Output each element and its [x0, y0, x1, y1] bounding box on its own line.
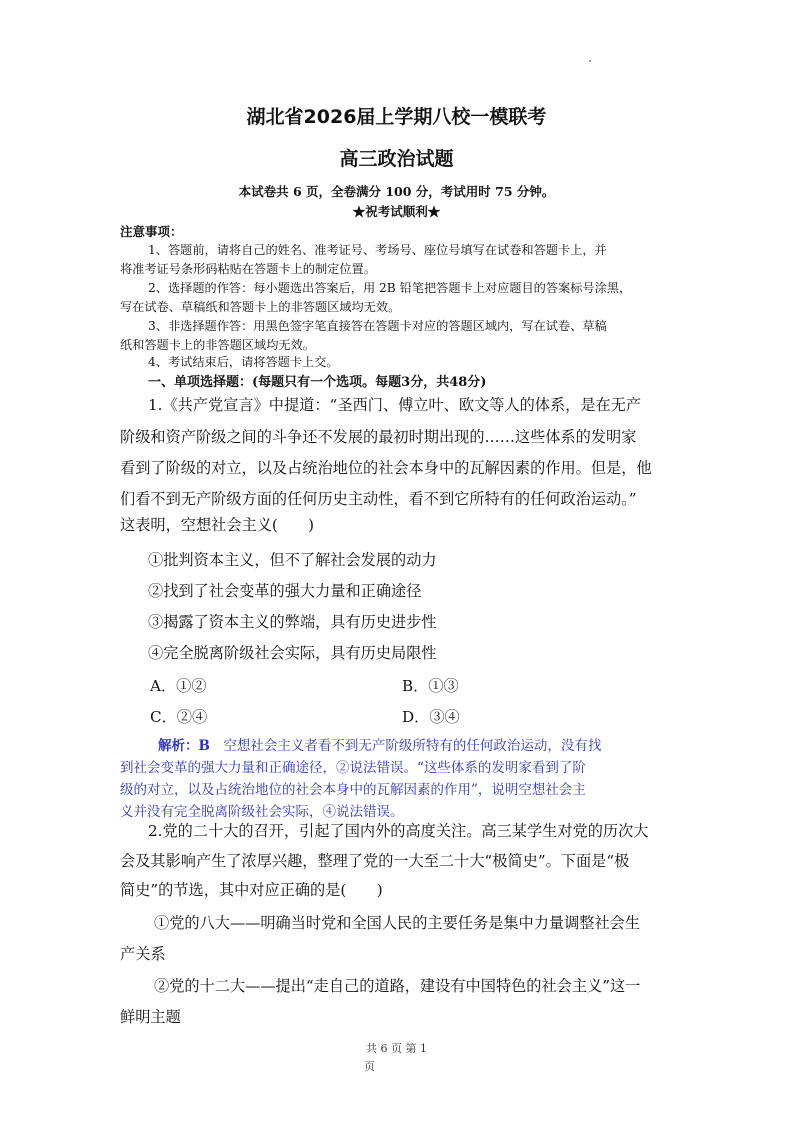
- note-line: 2、选择题的作答：每小题选出答案后，用 2B 铅笔把答题卡上对应题目的答案标号涂黑，: [148, 281, 632, 295]
- subject-title: 高三政治试题: [339, 148, 454, 170]
- answer-explanation-line: 级的对立，以及占统治地位的社会本身中的瓦解因素的作用”，说明空想社会主: [120, 782, 586, 798]
- option-c: C．②④: [150, 708, 208, 726]
- statement-item: 产关系: [120, 945, 166, 963]
- question-stem-line: 这表明，空想社会主义( ): [120, 516, 315, 534]
- question-stem-line: 们看不到无产阶级方面的任何历史主动性，看不到它所特有的任何政治运动。”: [120, 490, 637, 508]
- answer-explanation-line: 义并没有完全脱离阶级社会实际，④说法错误。: [120, 804, 404, 820]
- option-b: B．①③: [402, 677, 459, 695]
- question-stem-line: 1.《共产党宣言》中提道：“圣西门、傅立叶、欧文等人的体系，是在无产: [148, 396, 642, 414]
- exam-intro: 本试卷共 6 页，全卷满分 100 分，考试用时 75 分钟。: [238, 184, 555, 199]
- note-line: 写在试卷、草稿纸和答题卡上的非答题区域均无效。: [120, 300, 401, 314]
- question-stem-line: 2.党的二十大的召开，引起了国内外的高度关注。高三某学生对党的历次大: [148, 822, 649, 840]
- note-line: 纸和答题卡上的非答题区域均无效。: [120, 338, 315, 352]
- statement-item: ②党的十二大——提出“走自己的道路，建设有中国特色的社会主义”这一: [154, 977, 641, 995]
- page-footer: 共 6 页 第 1: [366, 1042, 427, 1055]
- answer-label: 解析：B: [158, 738, 210, 754]
- answer-text: 空想社会主义者看不到无产阶级所特有的任何政治运动，没有找: [209, 738, 602, 754]
- option-a: A．①②: [150, 677, 207, 695]
- question-stem-line: 会及其影响产生了浓厚兴趣，整理了党的一大至二十大“极简史”。下面是“极: [120, 852, 630, 870]
- statement-item: ④完全脱离阶级社会实际，具有历史局限性: [148, 644, 437, 662]
- speck-dot: [589, 60, 591, 62]
- note-line: 3、非选择题作答：用黑色签字笔直接答在答题卡对应的答题区域内，写在试卷、草稿: [148, 319, 607, 333]
- statement-item: ②找到了社会变革的强大力量和正确途径: [148, 582, 422, 600]
- page-footer-cont: 页: [364, 1060, 375, 1073]
- question-stem-line: 简史”的节选，其中对应正确的是( ): [120, 881, 383, 899]
- note-line: 将准考证号条形码粘贴在答题卡上的制定位置。: [120, 262, 376, 276]
- statement-item: ③揭露了资本主义的弊端，具有历史进步性: [148, 613, 437, 631]
- question-stem-line: 阶级和资产阶级之间的斗争还不发展的最初时期出现的……这些体系的发明家: [120, 428, 637, 446]
- answer-explanation-line: [158, 734, 601, 754]
- section-heading: 一、单项选择题：(每题只有一个选项。每题3分，共48分): [148, 375, 487, 390]
- exam-title: 湖北省2026届上学期八校一模联考: [246, 106, 547, 128]
- option-d: D．③④: [402, 708, 460, 726]
- statement-item: ①党的八大——明确当时党和全国人民的主要任务是集中力量调整社会生: [154, 914, 640, 932]
- question-stem-line: 看到了阶级的对立，以及占统治地位的社会本身中的瓦解因素的作用。但是，他: [120, 459, 652, 477]
- note-line: 4、考试结束后，请将答题卡上交。: [148, 355, 339, 369]
- statement-item: ①批判资本主义，但不了解社会发展的动力: [148, 551, 437, 569]
- answer-explanation-line: 到社会变革的强大力量和正确途径，②说法错误。“这些体系的发明家看到了阶: [120, 760, 586, 776]
- notes-heading: 注意事项：: [120, 224, 183, 239]
- good-luck-line: ★祝考试顺利★: [352, 204, 441, 219]
- note-line: 1、答题前，请将自己的姓名、准考证号、考场号、座位号填写在试卷和答题卡上，并: [148, 243, 607, 257]
- statement-item: 鲜明主题: [120, 1008, 181, 1026]
